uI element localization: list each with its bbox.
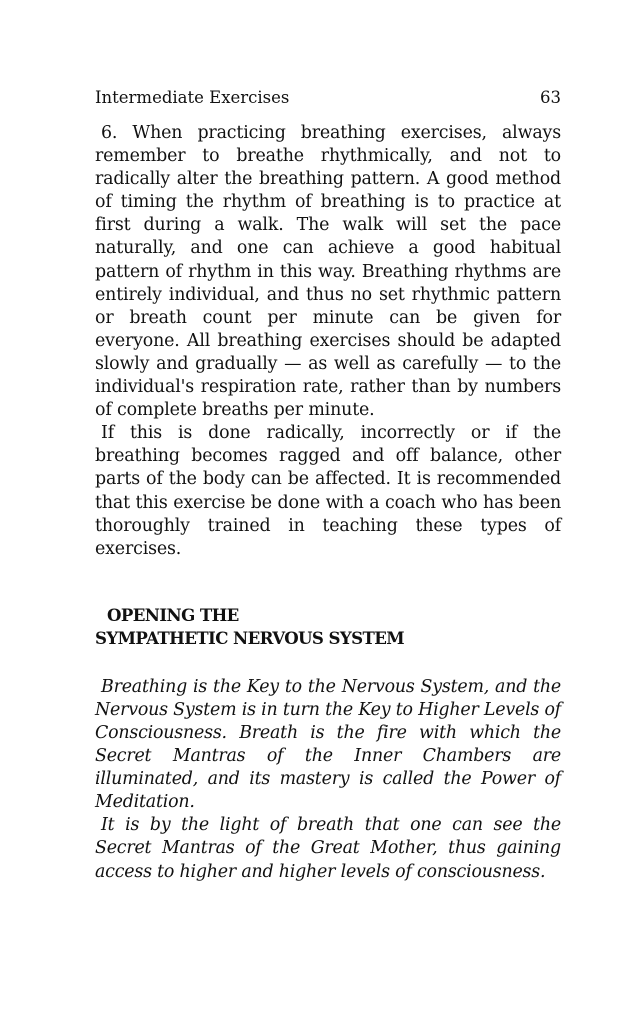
book-page (95, 86, 561, 884)
running-header (95, 86, 561, 110)
spacer (95, 651, 561, 676)
italic-paragraph-1: Breathing is the Key to the Nervous System, and the Nervous System is in turn the Key to Higher Levels of Consciousness. Breath is the fire with which the Secret Mantras of the Inner Chambers are illuminated, and its mastery is called the Power of Meditation. (95, 676, 561, 813)
section-heading-line-2: SYMPATHETIC NERVOUS SYSTEM (95, 628, 405, 649)
spacer (95, 561, 561, 604)
body-paragraph-2: If this is done radically, incorrectly or if the breathing becomes ragged and off balance, other parts of the body can be affected. It is recommended that this exercise be done with a coach who has been thoroughly trained in teaching these types of exercises. (95, 423, 561, 559)
chapter-title: Intermediate Exercises (95, 88, 290, 107)
italic-paragraph-2: It is by the light of breath that one can see the Secret Mantras of the Great Mother, thus gaining access to higher and higher levels of consciousness. (95, 815, 561, 882)
section-heading (95, 604, 561, 651)
body-paragraph-1: 6. When practicing breathing exercises, always remember to breathe rhythmically, and not to radically alter the breathing pattern. A good method of timing the rhythm of breathing is to practice at first during a walk. The walk will set the pace naturally, and one can achieve a good habitual pattern of rhythm in this way. Breathing rhythms are entirely individual, and thus no set rhythmic pattern or breath count per minute can be given for everyone. All breathing exercises should be adapted slowly and gradually — as well as carefully — to the individual's respiration rate, rather than by numbers of complete breaths per minute. (95, 123, 561, 421)
page-number: 63 (540, 88, 561, 107)
section-heading-line-1: OPENING THE (107, 604, 239, 625)
